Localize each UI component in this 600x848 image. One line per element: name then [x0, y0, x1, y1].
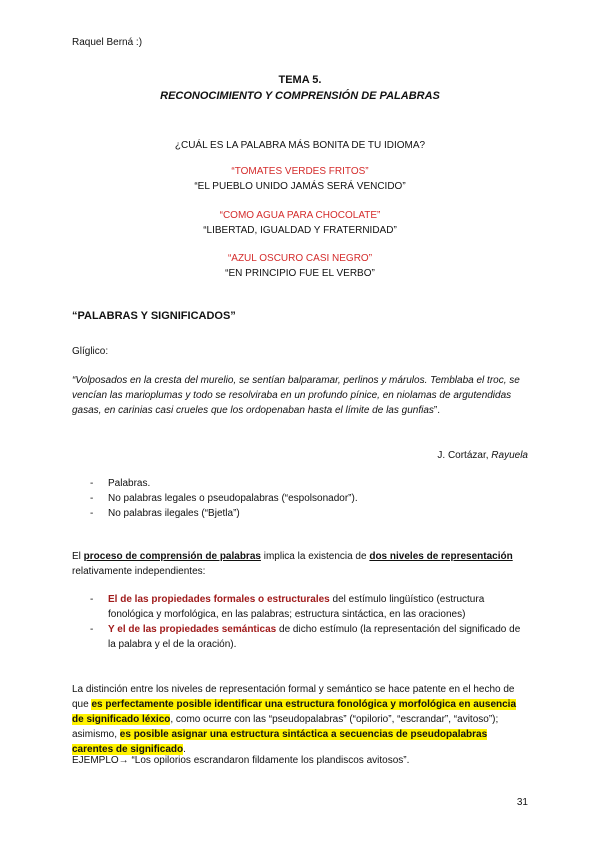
list-item: [90, 592, 530, 622]
title-line2: RECONOCIMIENTO Y COMPRENSIÓN DE PALABRAS: [160, 90, 440, 102]
level-semantic-text: de dicho estímulo (la representación del significado de la palabra y el de la oración).: [108, 624, 521, 650]
level-formal-text: del estímulo lingüístico (estructura fonológica y morfológica, en las palabras; estructura sintáctica, en las oraciones): [108, 594, 485, 620]
para2-text-1: La distinción entre los niveles de representación formal y semántico se hace patente en el hecho de que: [72, 684, 515, 710]
para1-text-2: implica la existencia de: [260, 551, 370, 562]
para1-text-3: relativamente independientes:: [72, 566, 206, 577]
phrase-black-3: “EN PRINCIPIO FUE EL VERBO”: [225, 268, 375, 279]
phrase-red-2: “COMO AGUA PARA CHOCOLATE”: [219, 210, 381, 221]
para1-underlined-1: proceso de comprensión de palabras: [83, 551, 261, 562]
list-item: - No palabras legales o pseudopalabras (“espolsonador”).: [90, 491, 530, 506]
phrase-red-3: “AZUL OSCURO CASI NEGRO”: [227, 253, 373, 264]
example-line: EJEMPLO→ “Los opilorios escrandaron fildamente los plandiscos avitosos”.: [72, 755, 410, 766]
word-types-list: [90, 476, 530, 521]
distinction-paragraph: [72, 682, 530, 757]
para2-text-3: .: [183, 744, 186, 755]
header-author: Raquel Berná :): [72, 37, 143, 48]
level-semantic-bold: Y el de las propiedades semánticas: [108, 624, 277, 635]
list-item: - No palabras ilegales (“Bjetla”): [90, 506, 530, 521]
question: ¿CUÁL ES LA PALABRA MÁS BONITA DE TU IDIOMA?: [174, 140, 426, 151]
quote-body: “Volposados en la cresta del murelio, se sentían balparamar, perlinos y márulos. Temblaba el troc, se vencían las marioplumas y todo se resolviraba en un profundo pínice, en niolamas de argutendidas gasas, en carinias casi crueles que los ordopenaban hasta el límite de las gunfias: [72, 375, 520, 416]
comprehension-paragraph: [72, 549, 530, 579]
attribution-author: J. Cortázar,: [437, 450, 492, 461]
para2-highlight-2: es posible asignar una estructura sintáctica a secuencias de pseudopalabras carentes de significado: [72, 729, 488, 755]
para2-text-2: , como ocurre con las “pseudopalabras” (“opilorio”, “escrandar”, “avitoso”); asimismo,: [72, 714, 499, 740]
list-item: [90, 622, 530, 652]
attribution-work: Rayuela: [491, 450, 528, 461]
list-item: - Palabras.: [90, 476, 530, 491]
section-heading: “PALABRAS Y SIGNIFICADOS”: [72, 310, 236, 322]
quote-attribution: [437, 450, 528, 461]
title-line1: TEMA 5.: [278, 74, 322, 86]
phrase-red-1: “TOMATES VERDES FRITOS”: [231, 166, 369, 177]
para2-highlight-1: es perfectamente posible identificar una estructura fonológica y morfológica en ausencia de significado léxico: [72, 699, 517, 725]
phrase-black-2: “LIBERTAD, IGUALDAD Y FRATERNIDAD”: [203, 225, 397, 236]
quote-text: [72, 373, 530, 418]
levels-list: [90, 592, 530, 652]
para1-underlined-2: dos niveles de representación: [369, 551, 513, 562]
quote-end: ”.: [433, 405, 440, 416]
phrase-black-1: “EL PUEBLO UNIDO JAMÁS SERÁ VENCIDO”: [194, 181, 406, 192]
level-formal-bold: El de las propiedades formales o estructurales: [108, 594, 330, 605]
page-number: 31: [516, 797, 528, 808]
gliglico-label: Glíglico:: [72, 346, 109, 357]
para1-text-1: El: [72, 551, 84, 562]
